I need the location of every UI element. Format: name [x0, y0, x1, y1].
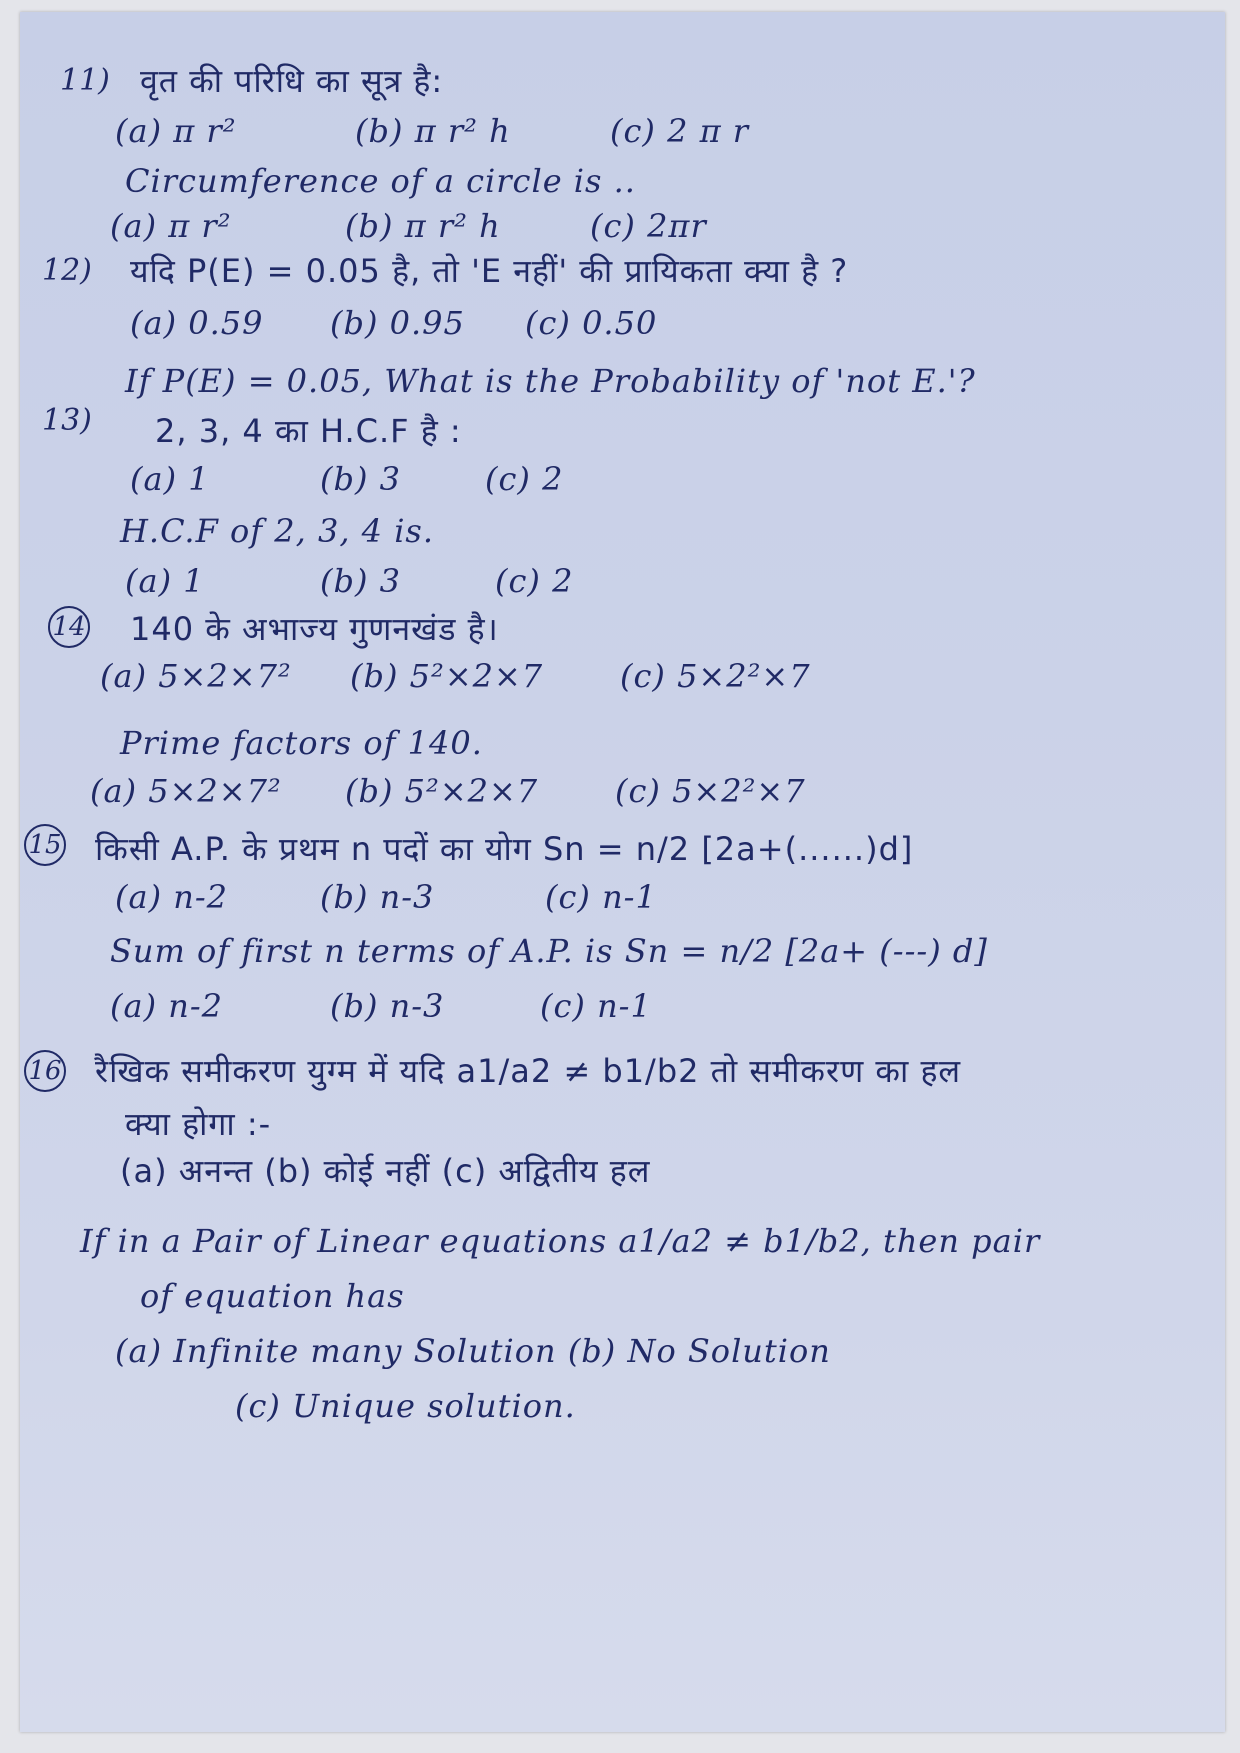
option-c: (c) 0.50 [525, 304, 658, 342]
option-c: (c) n-1 [545, 878, 657, 916]
question-text-english: If in a Pair of Linear equations a1/a2 ≠ b1/b2, then pair [80, 1222, 1041, 1260]
option-b: (b) 0.95 [330, 304, 465, 342]
option-a: (a) 0.59 [130, 304, 264, 342]
question-text-hindi: किसी A.P. के प्रथम n पदों का योग Sn = n/2 [2a+(......)d] [95, 830, 914, 868]
question-number: 12) [42, 253, 92, 288]
question-number-circled: 14 [48, 606, 90, 648]
option-b: (b) 3 [320, 562, 401, 600]
question-number: 13) [42, 403, 92, 438]
options-hindi: (a) अनन्त (b) कोई नहीं (c) अद्वितीय हल [120, 1152, 651, 1190]
question-text-english: Sum of first n terms of A.P. is Sn = n/2 [2a+ (---) d] [110, 932, 988, 970]
option-c: (c) 5×2²×7 [620, 657, 811, 695]
option-c: (c) Unique solution. [235, 1387, 576, 1425]
option-a: (a) 1 [125, 562, 205, 600]
option-c: (c) 2πr [590, 207, 707, 245]
option-a: (a) n-2 [110, 987, 223, 1025]
option-c: (c) 2 π r [610, 112, 750, 150]
question-text-english: If P(E) = 0.05, What is the Probability of 'not E.'? [125, 362, 976, 400]
option-b: (b) n-3 [330, 987, 445, 1025]
answer-sheet [20, 12, 1225, 1732]
question-number-circled: 15 [24, 824, 66, 866]
option-b: (b) π r² h [355, 112, 511, 150]
question-number: 11) [60, 63, 110, 98]
question-text-english: Circumference of a circle is .. [125, 162, 636, 200]
option-c: (c) n-1 [540, 987, 652, 1025]
question-text-hindi: 140 के अभाज्य गुणनखंड है। [130, 610, 499, 648]
question-text-english: Prime factors of 140. [120, 724, 483, 762]
question-text-hindi: रैखिक समीकरण युग्म में यदि a1/a2 ≠ b1/b2 तो समीकरण का हल [95, 1052, 962, 1090]
option-a: (a) π r² [110, 207, 232, 245]
option-b: (b) 3 [320, 460, 401, 498]
question-text-hindi: 2, 3, 4 का H.C.F है : [155, 412, 462, 450]
option-b: (b) 5²×2×7 [350, 657, 544, 695]
option-a: (a) π r² [115, 112, 237, 150]
option-a: (a) 5×2×7² [100, 657, 292, 695]
option-b: (b) 5²×2×7 [345, 772, 539, 810]
option-b: (b) n-3 [320, 878, 435, 916]
question-text-english-continued: of equation has [140, 1277, 405, 1315]
option-c: (c) 2 [495, 562, 574, 600]
question-number-circled: 16 [24, 1050, 66, 1092]
question-text-hindi: यदि P(E) = 0.05 है, तो 'E नहीं' की प्रायिकता क्या है ? [130, 252, 849, 290]
option-a: (a) n-2 [115, 878, 228, 916]
question-text-hindi-continued: क्या होगा :- [125, 1105, 272, 1143]
option-a: (a) 1 [130, 460, 210, 498]
option-c: (c) 2 [485, 460, 564, 498]
option-a: (a) 5×2×7² [90, 772, 282, 810]
options-a-b: (a) Infinite many Solution (b) No Solution [115, 1332, 831, 1370]
option-b: (b) π r² h [345, 207, 501, 245]
option-c: (c) 5×2²×7 [615, 772, 806, 810]
question-text-english: H.C.F of 2, 3, 4 is. [120, 512, 435, 550]
question-text-hindi: वृत की परिधि का सूत्र है: [140, 62, 444, 100]
